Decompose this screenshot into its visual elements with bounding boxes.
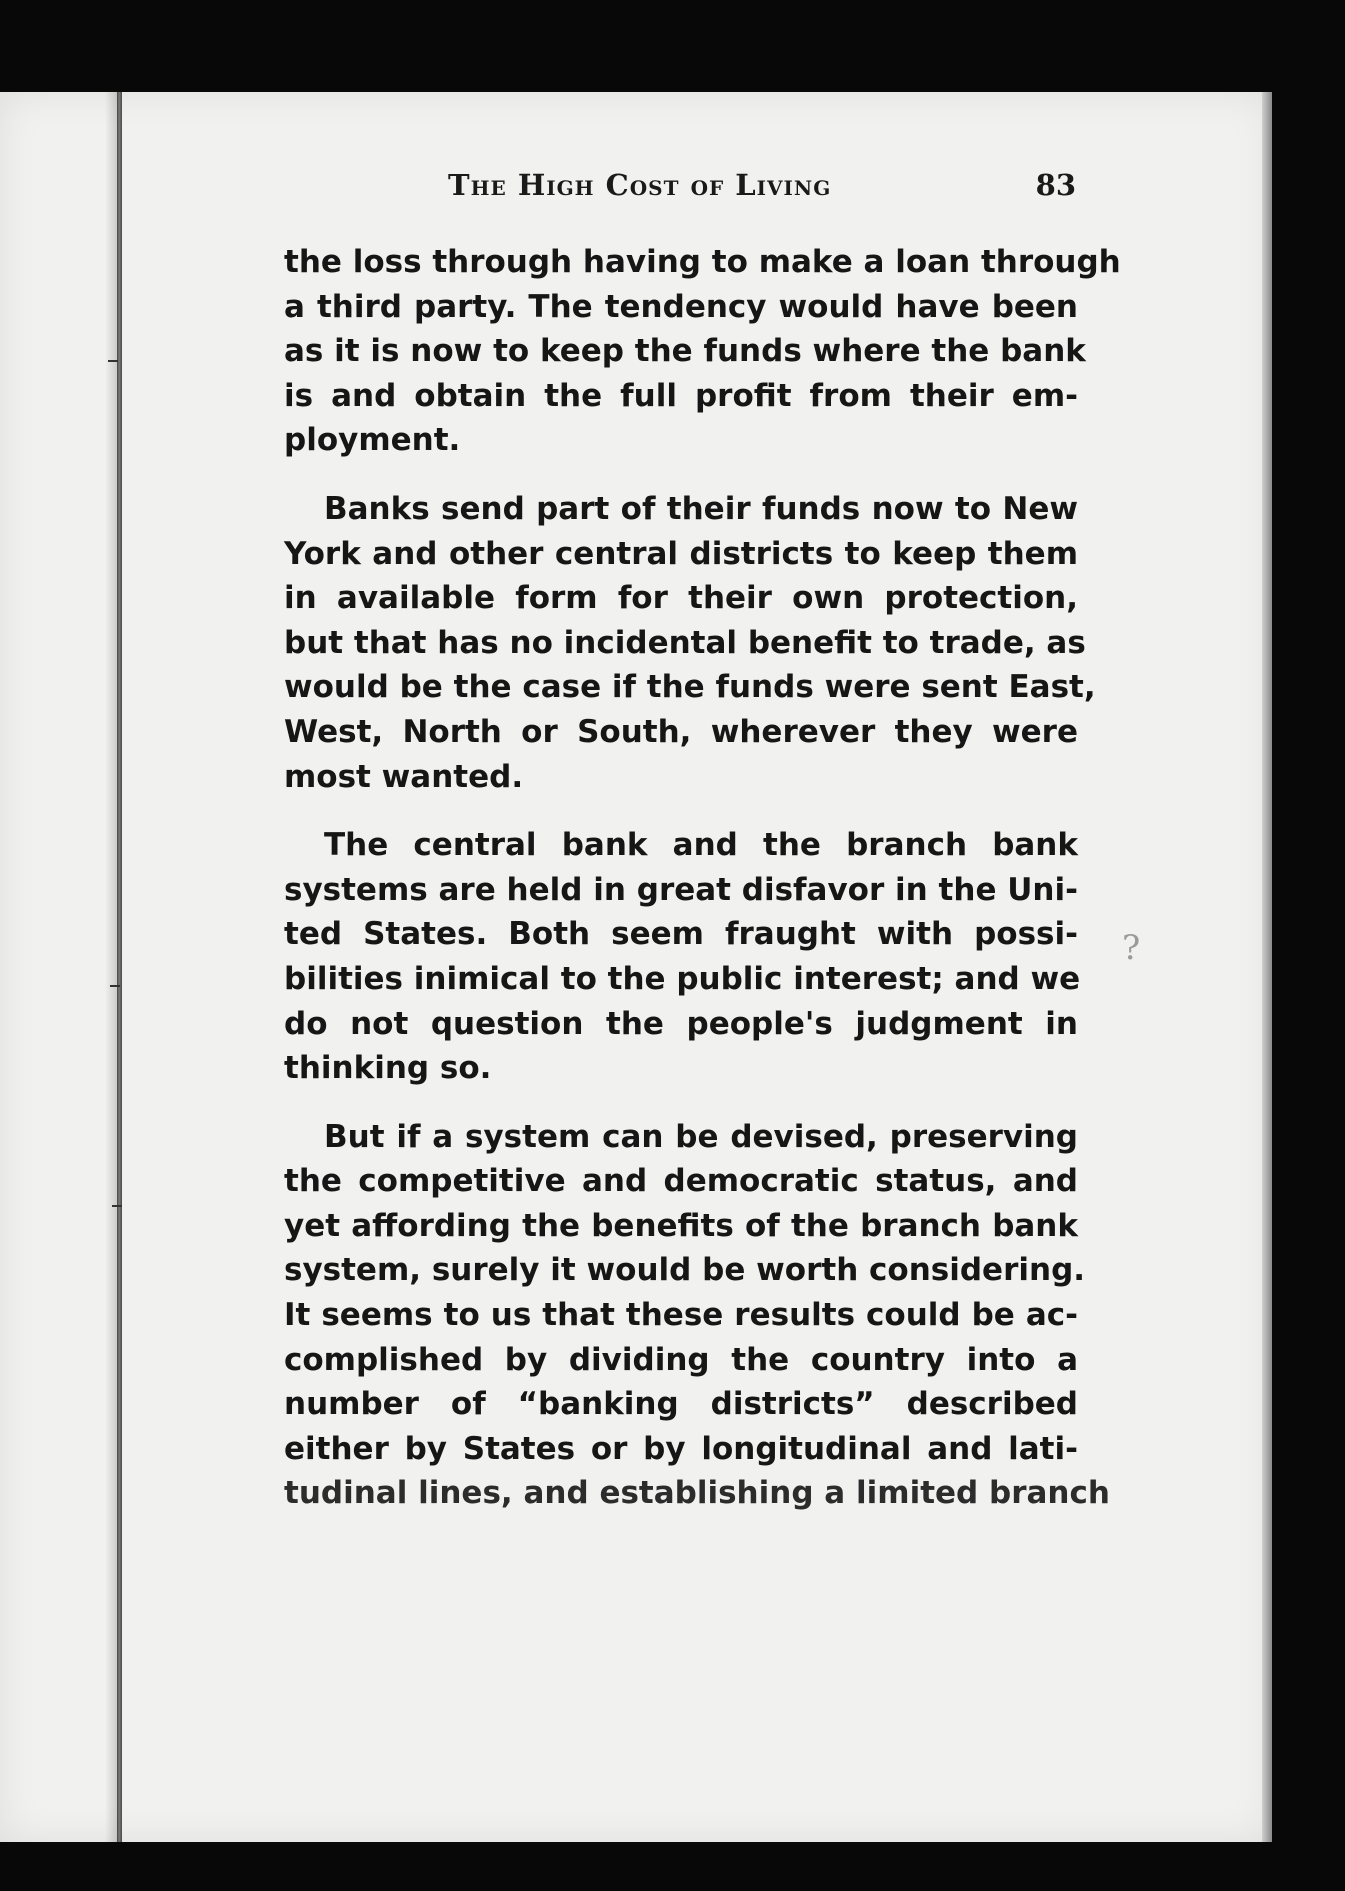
text-line: Banks send part of their funds now to New (324, 490, 1078, 527)
text-line: a third party. The tendency would have been (284, 288, 1078, 325)
text-line: as it is now to keep the funds where the bank (284, 333, 1086, 370)
binding-gutter (117, 92, 122, 1842)
text-line: York and other central districts to keep them (284, 535, 1078, 572)
text-line: but that has no incidental benefit to trade, as (284, 624, 1086, 661)
margin-pencil-mark: ? (1122, 928, 1141, 968)
text-line: ployment. (284, 422, 461, 459)
paragraph-4 (284, 1115, 1110, 1516)
paragraph-1 (284, 240, 1121, 463)
text-line: bilities inimical to the public interest; and we (284, 960, 1081, 997)
text-line: system, surely it would be worth considering. (284, 1252, 1086, 1289)
text-line: in available form for their own protection, (284, 580, 1078, 617)
text-line: West, North or South, wherever they were (284, 713, 1078, 750)
text-line: do not question the people's judgment in (284, 1005, 1078, 1042)
body-text (284, 240, 1121, 1540)
text-line: ted States. Both seem fraught with possi- (284, 916, 1078, 953)
text-line: yet affording the benefits of the branch bank (284, 1207, 1078, 1244)
text-line: The central bank and the branch bank (324, 827, 1078, 864)
text-line: is and obtain the full profit from their em- (284, 377, 1078, 414)
binding-tick (112, 1205, 122, 1207)
text-line: most wanted. (284, 758, 524, 795)
running-title: The High Cost of Living (448, 168, 832, 202)
text-line: But if a system can be devised, preserving (324, 1118, 1078, 1155)
text-line: systems are held in great disfavor in the Uni- (284, 871, 1078, 908)
binding-tick (108, 360, 118, 362)
paragraph-2 (284, 487, 1096, 799)
text-line: the competitive and democratic status, and (284, 1163, 1078, 1200)
text-line: either by States or by longitudinal and lati- (284, 1430, 1078, 1467)
text-line: the loss through having to make a loan through (284, 244, 1121, 280)
text-line: It seems to us that these results could be ac- (284, 1297, 1078, 1334)
text-line: would be the case if the funds were sent East, (284, 669, 1096, 706)
text-line: tudinal lines, and establishing a limited branch (284, 1475, 1110, 1512)
page-number: 83 (1035, 168, 1076, 202)
text-line: complished by dividing the country into a (284, 1341, 1078, 1378)
binding-tick (110, 985, 120, 987)
text-line: number of “banking districts” described (284, 1386, 1078, 1423)
text-line: thinking so. (284, 1050, 492, 1087)
page-edge (1262, 92, 1272, 1842)
running-head (284, 168, 1078, 214)
paragraph-3 (284, 823, 1081, 1091)
